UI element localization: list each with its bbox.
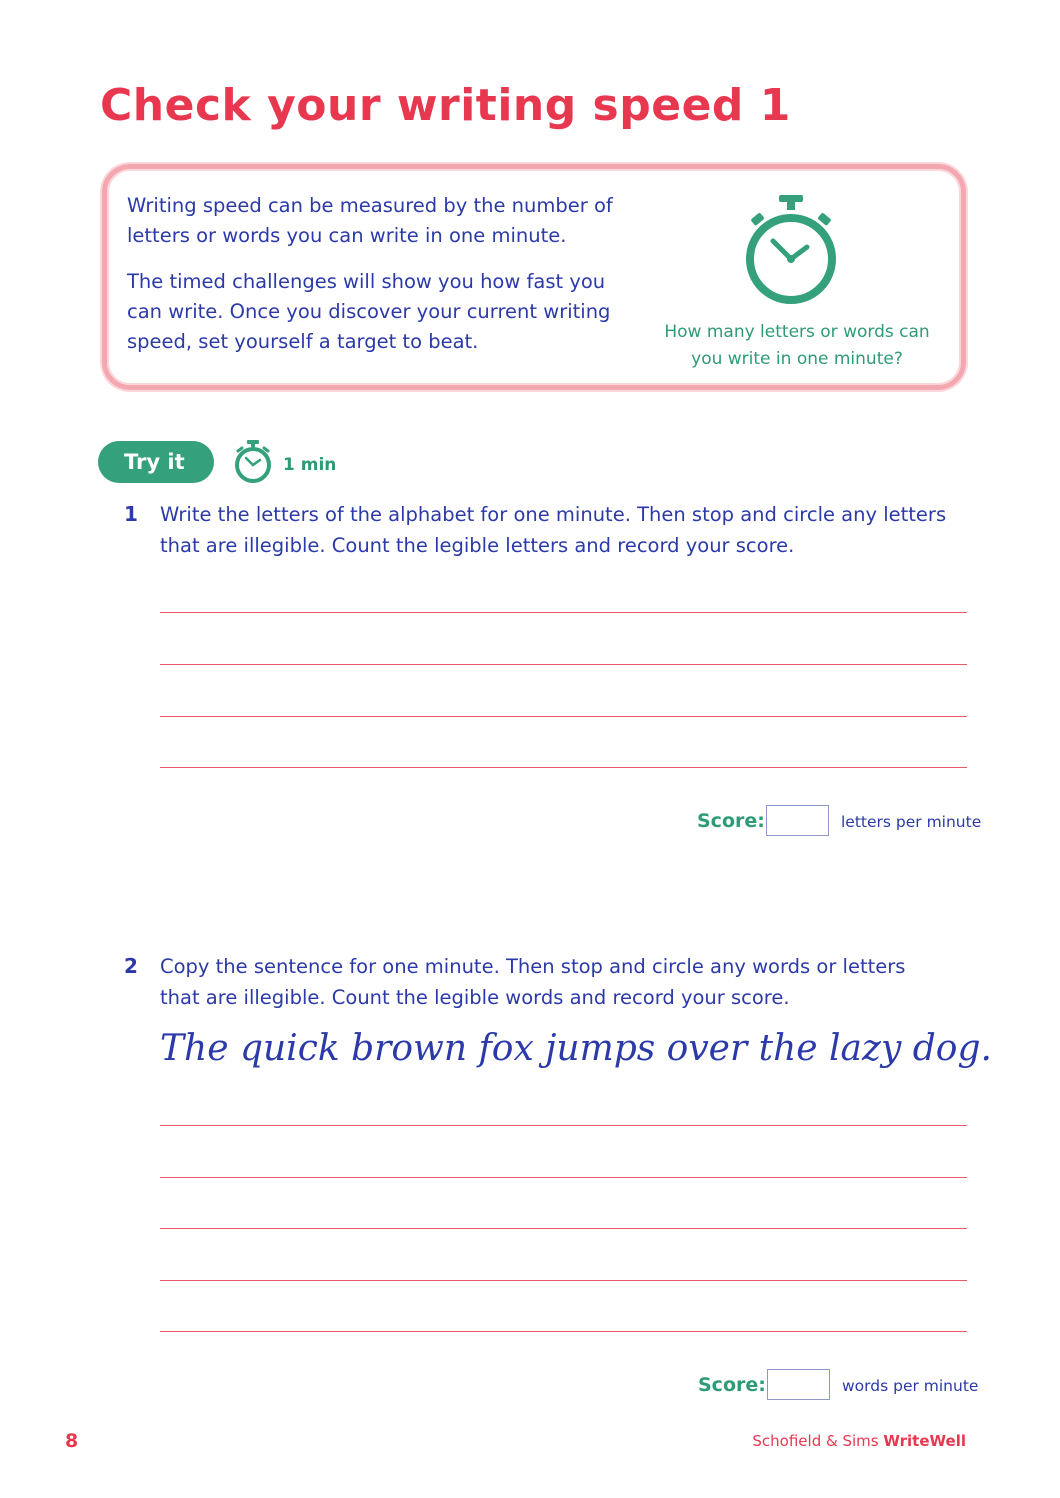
writing-line[interactable] [160, 1280, 967, 1281]
intro-text [127, 191, 627, 373]
page-title: Check your writing speed 1 [100, 80, 791, 131]
caption-line-1: How many letters or words can [664, 322, 930, 342]
intro-paragraph-2: The timed challenges will show you how fast you can write. Once you discover your current writing speed, set yourself a target to beat. [127, 270, 611, 353]
intro-paragraph-1: Writing speed can be measured by the number of letters or words you can write in one minute. [127, 194, 613, 247]
question-1-line-1: Write the letters of the alphabet for one minute. Then stop and circle any letters [160, 503, 947, 526]
question-number-1: 1 [124, 502, 138, 526]
writing-line[interactable] [160, 664, 967, 665]
score-unit: words per minute [842, 1377, 979, 1395]
caption-line-2: you write in one minute? [691, 349, 903, 369]
series-name: WriteWell [883, 1432, 966, 1450]
score-input[interactable] [766, 805, 829, 836]
writing-line[interactable] [160, 1331, 967, 1332]
footer-credit [752, 1432, 966, 1450]
question-2-line-2: that are illegible. Count the legible words and record your score. [160, 986, 790, 1009]
stopwatch-icon [233, 439, 273, 485]
writing-line[interactable] [160, 767, 967, 768]
intro-box [102, 164, 966, 390]
stopwatch-icon [739, 191, 843, 311]
question-number-2: 2 [124, 954, 138, 978]
score-label: Score: [697, 810, 765, 832]
question-1-text [160, 499, 970, 561]
page-number: 8 [65, 1430, 79, 1452]
writing-line[interactable] [160, 1125, 967, 1126]
question-2-line-1: Copy the sentence for one minute. Then stop and circle any words or letters [160, 955, 906, 978]
model-sentence: The quick brown fox jumps over the lazy dog. [160, 1028, 992, 1069]
question-1-line-2: that are illegible. Count the legible letters and record your score. [160, 534, 795, 557]
question-2-text [160, 951, 970, 1013]
writing-line[interactable] [160, 1177, 967, 1178]
writing-line[interactable] [160, 716, 967, 717]
writing-line[interactable] [160, 612, 967, 613]
publisher-name: Schofield & Sims [752, 1432, 879, 1450]
score-label: Score: [698, 1374, 766, 1396]
stopwatch-caption [647, 319, 947, 373]
time-limit-label: 1 min [283, 455, 337, 475]
try-it-badge: Try it [98, 441, 214, 483]
score-unit: letters per minute [841, 813, 982, 831]
score-input[interactable] [767, 1369, 830, 1400]
writing-line[interactable] [160, 1228, 967, 1229]
